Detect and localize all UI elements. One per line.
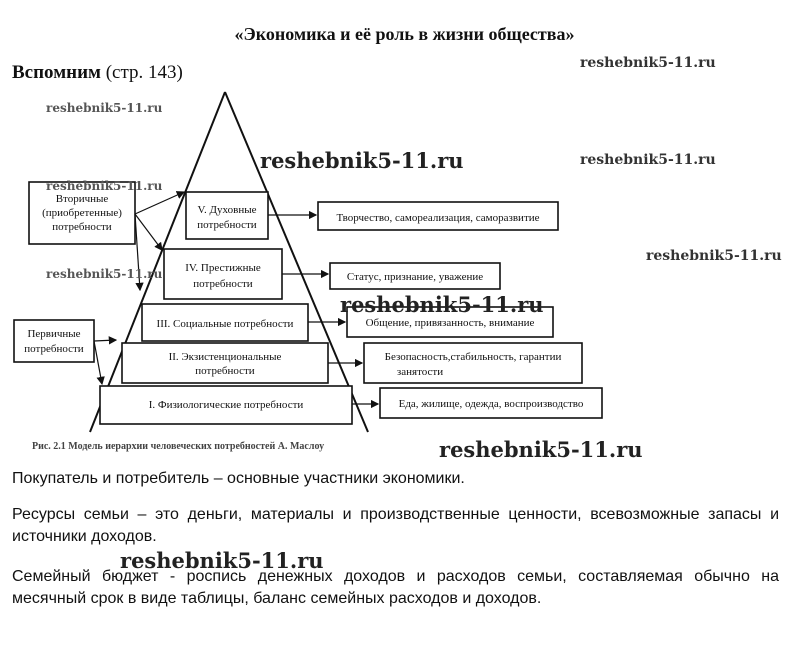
arrow-secondary-v [135,192,184,214]
watermark: reshebnik5-11.ru [120,548,324,573]
desc-2-text-2: занятости [396,366,444,378]
watermark: reshebnik5-11.ru [439,437,643,462]
level-5-label-2: потребности [197,219,257,231]
desc-4-text: Статус, признание, уважение [346,271,484,283]
watermark: reshebnik5-11.ru [46,179,163,193]
primary-line-1: Первичные [27,328,81,340]
paragraph-buyer-consumer: Покупатель и потребитель – основные участники экономики. [12,470,465,487]
level-4-label-2: потребности [193,278,253,290]
level-4-box [164,249,282,299]
secondary-line-1: Вторичные [55,193,109,205]
watermark: reshebnik5-11.ru [46,267,163,281]
desc-2-text-1: Безопасность,стабильность, гарантии [384,351,562,363]
paragraph-family-resources: Ресурсы семьи – это деньги, материалы и производственные ценности, всевозможные запасы и источники доходов. [12,506,779,545]
arrow-primary-ii [94,340,116,341]
paragraph-family-budget: Семейный бюджет - роспись денежных доходов и расходов семьи, составляемая обычно на месячный срок в виде таблицы, баланс семейных расходов и доходов. [12,568,779,607]
arrow-primary-i [94,341,102,384]
level-1-label: I. Физиологические потребности [148,399,304,411]
page-title: «Экономика и её роль в жизни общества» [234,24,575,44]
watermark: reshebnik5-11.ru [46,101,163,115]
primary-line-2: потребности [24,343,84,355]
watermark: reshebnik5-11.ru [260,148,464,173]
level-4-label-1: IV. Престижные [185,262,261,274]
desc-3-text: Общение, привязанность, внимание [365,317,535,329]
arrow-secondary-iv [135,214,162,250]
level-5-label-1: V. Духовные [197,204,257,216]
page-reference: (стр. 143) [105,62,183,83]
recall-label: Вспомним [12,62,101,83]
level-2-box [122,343,328,383]
secondary-line-3: потребности [52,221,112,233]
desc-5-text: Творчество, самореализация, саморазвитие [336,212,540,224]
primary-needs-box [14,320,94,362]
desc-1-text: Еда, жилище, одежда, воспроизводство [398,398,584,410]
watermark: reshebnik5-11.ru [646,248,782,264]
watermark: reshebnik5-11.ru [580,55,716,71]
watermark: reshebnik5-11.ru [580,152,716,168]
level-2-label-1: II. Экзистенциональные [168,351,282,363]
secondary-line-2: (приобретенные) [42,207,122,219]
level-2-label-2: потребности [195,365,255,377]
figure-caption: Рис. 2.1 Модель иерархии человеческих потребностей А. Маслоу [32,441,325,452]
level-3-label: III. Социальные потребности [156,318,294,330]
watermark: reshebnik5-11.ru [340,292,544,317]
